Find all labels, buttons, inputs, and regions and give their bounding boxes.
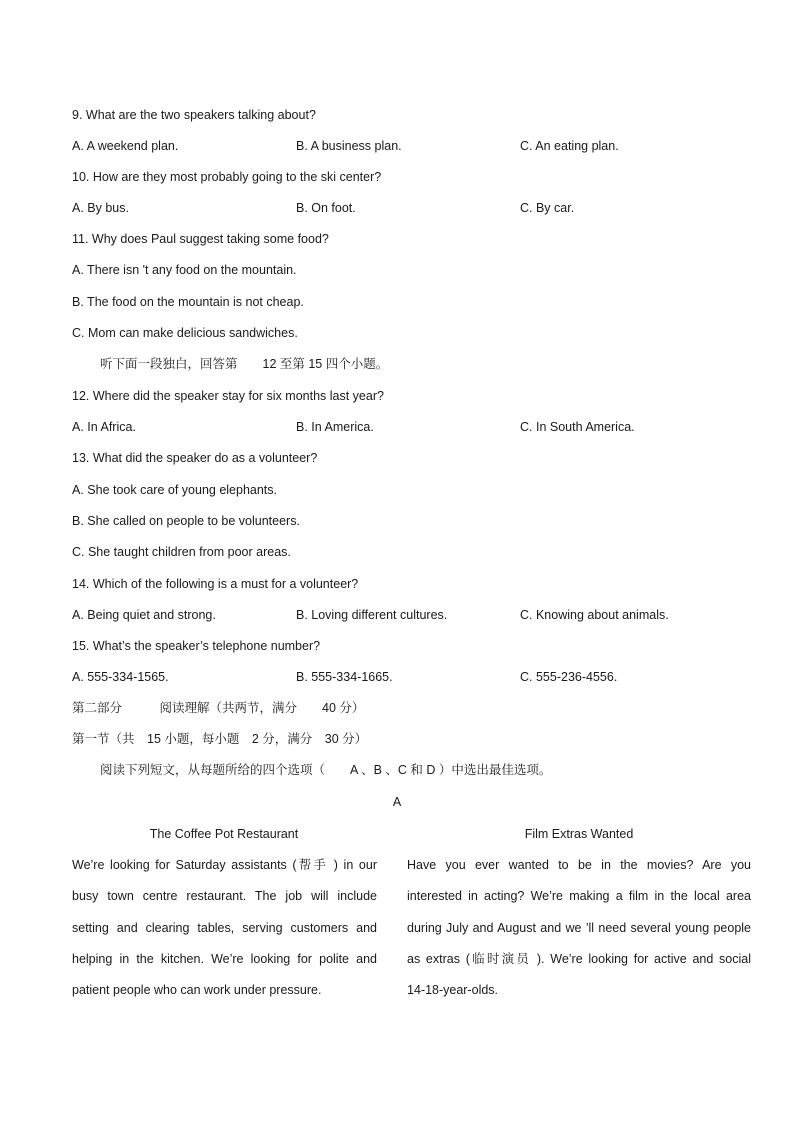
reading-instruction: 阅读下列短文，从每题所给的四个选项（ A 、B 、C 和 D ）中选出最佳选项。 bbox=[100, 763, 552, 777]
question-15-option-a: A. 555-334-1565. bbox=[72, 670, 169, 684]
ad-coffee-pot-title: The Coffee Pot Restaurant bbox=[149, 827, 299, 841]
part2-heading: 第二部分 阅读理解（共两节，满分 40 分） bbox=[72, 701, 365, 715]
question-12-stem: 12. Where did the speaker stay for six months last year? bbox=[72, 389, 384, 403]
question-11-stem: 11. Why does Paul suggest taking some food? bbox=[72, 232, 329, 246]
ad-film-extras-line: Have you ever wanted to be in the movies? Are you bbox=[407, 858, 751, 872]
question-15-stem: 15. What’s the speaker’s telephone number? bbox=[72, 639, 321, 653]
passage-letter: A bbox=[392, 795, 402, 809]
question-11-option-a: A. There isn 't any food on the mountain. bbox=[72, 263, 297, 277]
question-12-option-c: C. In South America. bbox=[520, 420, 635, 434]
ad-film-extras-body bbox=[407, 857, 751, 1013]
question-12-option-b: B. In America. bbox=[296, 420, 374, 434]
question-12-options bbox=[72, 419, 752, 435]
ad-coffee-pot-body bbox=[72, 857, 377, 1013]
question-15-option-c: C. 555-236-4556. bbox=[520, 670, 618, 684]
ad-film-extras-line: interested in acting? We’re making a film in the local area bbox=[407, 889, 751, 904]
question-9-option-b: B. A business plan. bbox=[296, 139, 402, 153]
question-10-option-a: A. By bus. bbox=[72, 201, 129, 215]
ad-coffee-pot-line: busy town centre restaurant. The job will include bbox=[72, 889, 377, 904]
question-13-option-b: B. She called on people to be volunteers. bbox=[72, 514, 300, 528]
question-14-options bbox=[72, 607, 752, 623]
question-13-stem: 13. What did the speaker do as a volunteer? bbox=[72, 451, 318, 465]
question-13-option-a: A. She took care of young elephants. bbox=[72, 483, 277, 497]
question-11-option-b: B. The food on the mountain is not cheap. bbox=[72, 295, 304, 309]
monologue-instruction: 听下面一段独白，回答第 12 至第 15 四个小题。 bbox=[100, 357, 389, 371]
question-9-options bbox=[72, 138, 752, 154]
question-9-stem: 9. What are the two speakers talking about? bbox=[72, 108, 316, 122]
ad-film-extras-title: Film Extras Wanted bbox=[524, 827, 634, 841]
ad-film-extras-line: during July and August and we ’ll need several young people bbox=[407, 920, 751, 935]
question-14-option-c: C. Knowing about animals. bbox=[520, 608, 669, 622]
question-15-option-b: B. 555-334-1665. bbox=[296, 670, 393, 684]
ad-coffee-pot-line: We’re looking for Saturday assistants (帮手 ) in our bbox=[72, 858, 377, 872]
question-14-option-a: A. Being quiet and strong. bbox=[72, 608, 216, 622]
question-9-option-a: A. A weekend plan. bbox=[72, 139, 179, 153]
ad-coffee-pot-line: patient people who can work under pressure. bbox=[72, 983, 322, 998]
section1-heading: 第一节（共 15 小题，每小题 2 分，满分 30 分） bbox=[72, 732, 368, 746]
ad-film-extras-line: 14-18-year-olds. bbox=[407, 983, 499, 998]
question-10-options bbox=[72, 200, 752, 216]
question-11-option-c: C. Mom can make delicious sandwiches. bbox=[72, 326, 298, 340]
question-14-stem: 14. Which of the following is a must for a volunteer? bbox=[72, 577, 359, 591]
question-14-option-b: B. Loving different cultures. bbox=[296, 608, 448, 622]
question-10-option-b: B. On foot. bbox=[296, 201, 356, 215]
ad-film-extras-line: as extras (临时演员 ). We’re looking for active and social bbox=[407, 951, 751, 966]
question-13-option-c: C. She taught children from poor areas. bbox=[72, 545, 291, 559]
question-12-option-a: A. In Africa. bbox=[72, 420, 136, 434]
ad-coffee-pot-line: helping in the kitchen. We’re looking for polite and bbox=[72, 951, 377, 966]
question-9-option-c: C. An eating plan. bbox=[520, 139, 619, 153]
ad-coffee-pot-line: setting and clearing tables, serving customers and bbox=[72, 920, 377, 935]
question-10-stem: 10. How are they most probably going to the ski center? bbox=[72, 170, 382, 184]
question-10-option-c: C. By car. bbox=[520, 201, 575, 215]
question-15-options bbox=[72, 669, 752, 685]
